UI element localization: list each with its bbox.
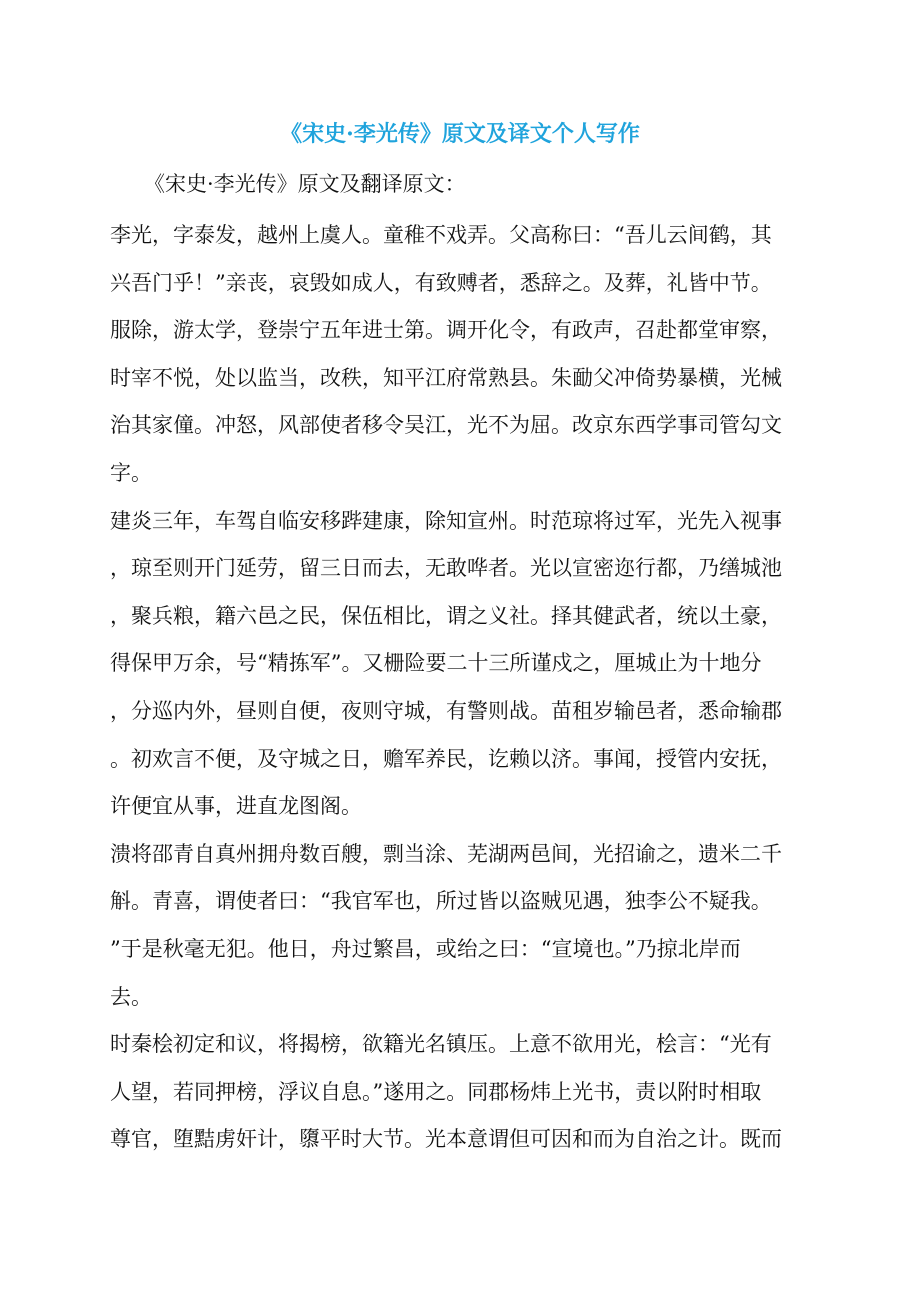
text-line: 李光，字泰发，越州上虞人。童稚不戏弄。父高称曰：“吾儿云间鹤，其 — [110, 223, 772, 247]
text-line: 建炎三年，车驾自临安移跸建康，除知宣州。时范琼将过军，光先入视事 — [110, 508, 782, 533]
text-line: 许便宜从事，进直龙图阁。 — [110, 794, 362, 819]
text-line: 得保甲万余，号“精拣军”。又栅险要二十三所谨戍之，厘城止为十地分 — [110, 651, 762, 676]
text-line: 溃将邵青自真州拥舟数百艘，剽当涂、芜湖两邑间，光招谕之，遗米二千 — [110, 841, 782, 866]
text-line: 人望，若同押榜，浮议自息。”遂用之。同郡杨炜上光书，责以附时相取 — [110, 1079, 762, 1104]
text-line: 斛。青喜，谓使者曰：“我官军也，所过皆以盗贼见遇，独李公不疑我。 — [110, 889, 772, 914]
text-line: 。初欢言不便，及守城之日，赡军养民，讫赖以济。事闻，授管内安抚， — [110, 746, 782, 771]
text-line: ，琼至则开门延劳，留三日而去，无敢哗者。光以宣密迩行都，乃缮城池 — [110, 556, 782, 581]
text-line: 兴吾门乎！”亲丧，哀毁如成人，有致赙者，悉辞之。及葬，礼皆中节。 — [110, 270, 772, 295]
text-line: 时秦桧初定和议，将揭榜，欲籍光名镇压。上意不欲用光，桧言：“光有 — [110, 1032, 772, 1057]
text-line: ，聚兵粮，籍六邑之民，保伍相比，谓之义社。择其健武者，统以土豪， — [110, 603, 782, 628]
document-title: 《宋史·李光传》原文及译文个人写作 — [280, 121, 640, 147]
text-line: 服除，游太学，登崇宁五年进士第。调开化令，有政声，召赴都堂审察， — [110, 318, 782, 343]
body-text — [110, 212, 810, 1164]
text-line: 去。 — [110, 984, 152, 1009]
text-line: 尊官，堕黠虏奸计，隳平时大节。光本意谓但可因和而为自治之计。既而 — [110, 1127, 782, 1152]
text-line: ，分巡内外，昼则自便，夜则守城，有警则战。苗租岁输邑者，悉命输郡 — [110, 698, 782, 723]
intro-line: 《宋史·李光传》原文及翻译原文： — [144, 172, 466, 196]
text-line: ”于是秋毫无犯。他日，舟过繁昌，或绐之曰：“宣境也。”乃掠北岸而 — [110, 936, 741, 961]
text-line: 治其家僮。冲怒，风部使者移令吴江，光不为屈。改京东西学事司管勾文 — [110, 413, 782, 438]
text-line: 字。 — [110, 460, 152, 485]
text-line: 时宰不悦，处以监当，改秩，知平江府常熟县。朱勔父冲倚势暴横，光械 — [110, 365, 782, 390]
